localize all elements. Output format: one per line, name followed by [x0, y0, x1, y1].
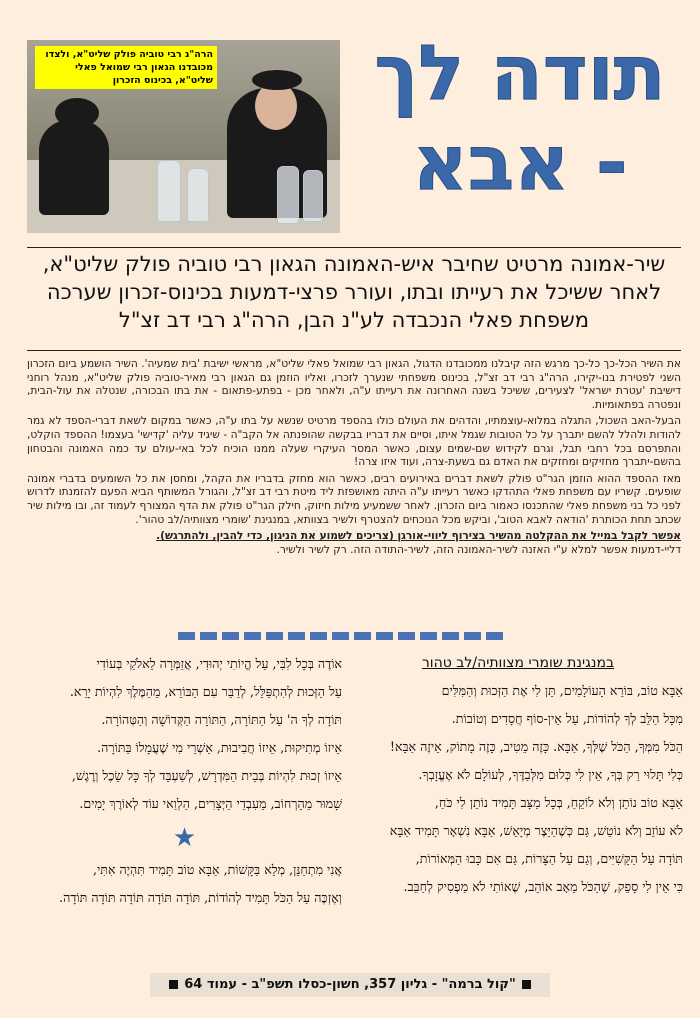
song-line: שָׁמוּר מֵהָרְחוֹב, מֵעִבְדֵי הַיְּצָרִים, הַלְוַאי עוֹד לְאוֹרֶךְ יָמִים.: [79, 796, 342, 811]
song-line: לֹא עוֹזֵב וְלֹא נוֹטֵשׁ, גַּם כְּשֶׁהַיֵּצֶר מְיָאֵשׁ, אַבָּא נִשְׁאָר תָּמִיד אַבָּא: [389, 823, 683, 838]
intro-paragraph: שיר-אמונה מרטיט שחיבר איש-האמונה הגאון רבי טוביה פולק שליט"א, לאחר ששיכל את רעייתו ובתו, ועורר פרצי-דמעות בכינוס-זכרון שערכה משפחת פאלי הנכבדה לע"נ הבן, הרה"ג רבי דב זצ"ל: [42, 252, 666, 332]
square-bullet-icon: [522, 980, 531, 989]
song-line: תּוֹדָה עַל הַקָּשִׁיִּים, וְגַם עַל הַצָּרוֹת, גַּם אִם כָּבוּ הַמְּאוֹרוֹת,: [415, 851, 683, 866]
song-line: מִכָּל הַלֵּב לְךָ לְהוֹדוֹת, עַל אֵין-סוֹף חֲסָדִים וְטוֹבוֹת.: [451, 711, 683, 726]
song-line: אֵיזוֹ זְכוּת לִהְיוֹת בְּבֵית הַמִּדְרָשׁ, לְשַׁעְבֵּד לְךָ כָּל שֵׂכֶל וְרֶגֶשׁ,: [71, 768, 342, 783]
seated-rabbi-figure: [39, 120, 109, 215]
dashed-divider: [178, 632, 508, 640]
bottle: [187, 168, 209, 222]
page-title: תודה לך - אבא: [374, 28, 666, 207]
body-paragraph: הבעל-האב השכול, התגלה במלוא-עוצמתיו, והדהים את העולם כולו בהספד מרטיט שנשא על בתו ע"ה, כאשר במקום לשאת דברי-הספד לא גמר להודות ולהלל להשם יתברך על כל הטובות שגמל איתו, וסיים את דבריו בבקשה שהופנתה אל הקב"ה - שיגיד עליה 'קדישי' בעצמו! ההספד הוקלט, והתפרסם בכל רחבי תבל, וגרם לקידוש שם-שמים עצום, כאשר המסר העיקרי שעלה ממנו הוכיח לכל באי-עולם עד כמה האמונה והבטחון בהשם-יתברך מחזיקים ומחזקים את האדם גם בשעת-צרה, ועוד איזו צרה!: [27, 415, 681, 469]
song-line: וְאֶזְכֶּה עַל הַכֹּל תָּמִיד לְהוֹדוֹת, תּוֹדָה תּוֹדָה תּוֹדָה תּוֹדָה תּוֹדָה.: [59, 890, 342, 905]
song-line: אֲנִי מִתְחַנֵּן, מְלֵא בַּקָּשׁוֹת, אַבָּא טוֹב תָּמִיד תִּהְיֶה אִתִּי,: [92, 862, 342, 877]
song-line: אַבָּא טוֹב, בּוֹרֵא הָעוֹלָמִים, תֵּן לִי אֶת הַזְּכוּת וְהַמִּלִּים: [441, 683, 683, 698]
song-line: כִּי אֵין לִי סָפֵק, שֶׁהַכֹּל מֵאָב אוֹהֵב, שֶׁאוֹתִי לֹא מַפְסִיק לְחַבֵּב.: [403, 879, 683, 894]
bottle: [303, 170, 323, 222]
song-line: עַל הַזְּכוּת לְהִתְפַּלֵּל, לְדַבֵּר עִם הַבּוֹרֵא, מֵהַמֶּלֶךְ לִהְיוֹת יָרֵא.: [69, 684, 342, 699]
song-line: אֵיזוֹ מְתִיקוּת, אֵיזוֹ חֲבִיבוּת, אַשְׁרֵי מִי שֶׁעֲמָלוֹ בַּתּוֹרָה.: [97, 740, 342, 755]
bottle: [157, 160, 181, 222]
song-line: הַכֹּל מִמְּךָ, הַכֹּל שֶׁלְּךָ, אַבָּא. כָּזֶה מֵטִיב, כָּזֶה מָתוֹק, אֵיזֶה אַבָּא!: [389, 739, 683, 754]
hat-shape: [55, 98, 99, 128]
song-line: אוֹדֶה בְּכָל לִבִּי, עַל הֱיוֹתִי יְהוּדִי, אֲזַמְּרָה לֵאלֹקַי בְּעוֹדִי: [96, 656, 342, 671]
melody-heading: במנגינת שומרי מצוותיה/לב טהור: [421, 655, 615, 671]
bottle: [277, 166, 299, 224]
footer-text: "קול ברמה" - גליון 357, חשון-כסלו תשפ"ב - עמוד 64: [184, 977, 516, 992]
photo-caption: הרה"ג רבי טוביה פולק שליט"א, ולצדו מכובדנו הגאון רבי שמואל פאלי שליט"א, בכינוס הזכרון: [35, 46, 217, 89]
page-footer: [150, 973, 550, 997]
song-right-column: [353, 655, 683, 906]
square-bullet-icon: [169, 980, 178, 989]
event-photo: [27, 40, 340, 233]
divider: [27, 350, 681, 351]
closing-line: דליי-דמעות אפשר למלא ע"י האזנה לשיר-האמונה הזה, לשיר-התודה הזה. רק לשיר ולשיר.: [276, 543, 681, 556]
song-line: כְּלִי תָּלוּי רַק בְּךָ, אֵין לִי כְּלוּם מִלְּבַדֶּךָ, לְעוֹלָם לֹא אֶעֱזָבְךָ.: [418, 767, 683, 782]
song-line: אַבָּא טוֹב נוֹתֵן וְלֹא לוֹקֵחַ, בְּכָל מַצָּב תָּמִיד נוֹתֵן לִי כֹּחַ,: [434, 795, 683, 810]
recording-note: אפשר לקבל במייל את ההקלטה מהשיר בצירוף ליווי-אורגן (צריכים לשמוע את הניגון, כדי להבין, ולהתרגש).: [156, 530, 681, 543]
divider: [27, 247, 681, 248]
body-paragraph: מאז ההספד ההוא הוזמן הגר"ט פולק לשאת דברים באירועים רבים, כאשר הוא מחזק בדבריו את הקהל, ומחסן את כל השומעים בדברי אמונה שופעים. קשריו עם משפחת פאלי התהדקו כאשר רעייתו ע"ה היתה מאושפזת ליד מיטת רבי דב זצ"ל, והגורל המשותף הביא הפעם להזמנתו לדרוש לפני כל בני משפחת פאלי שהתכנסו כאמור ביום הזכרון. לאחר ששמעיע מילות חיזוק, חילק הגר"ט פולק את הדף המצורף לעמוד זה, ובו מילות שיר שכתב תחת הכותרת 'הודאה לאבא הטוב', וביקש מכל הנוכחים להצטרף ולשיר בצוותא, במנגינת 'שומרי מצוותיה/לב טהור'.: [27, 472, 681, 526]
song-left-column: [27, 655, 342, 917]
star-icon: ★: [172, 823, 197, 853]
article-body: [27, 358, 681, 560]
body-paragraph: את השיר הכל-כך כל-כך מרגש הזה קיבלנו ממכובדנו הדגול, הגאון רבי שמואל פאלי שליט"א, מראשי ישיבת 'בית שמעיה'. השיר הושמע ביום הזכרון השני לפטירת בנו-יקירו, הרה"ג רבי דב זצ"ל, בכינוס משפחתי שנערך לזכרו, ואליו הוזמן גם הגאון רבי מאיר-טוביה פולק שליט"א, מנהל רוחני דישיבת 'עטרת ישראל' לצעירים, ששיכל בשנה האחרונה את רעייתו ע"ה, ולאחר מכן - בפתע-פתאום - את בתו הבכורה, שנטלה את עול-הבית, ונפטרה בפתאומיות.: [27, 358, 681, 411]
song-line: תּוֹדָה לְךָ ה' עַל הַתּוֹרָה, הַתּוֹרָה הַקְּדוֹשָׁה וְהַטְּהוֹרָה.: [101, 712, 342, 727]
kippah-shape: [252, 70, 302, 90]
